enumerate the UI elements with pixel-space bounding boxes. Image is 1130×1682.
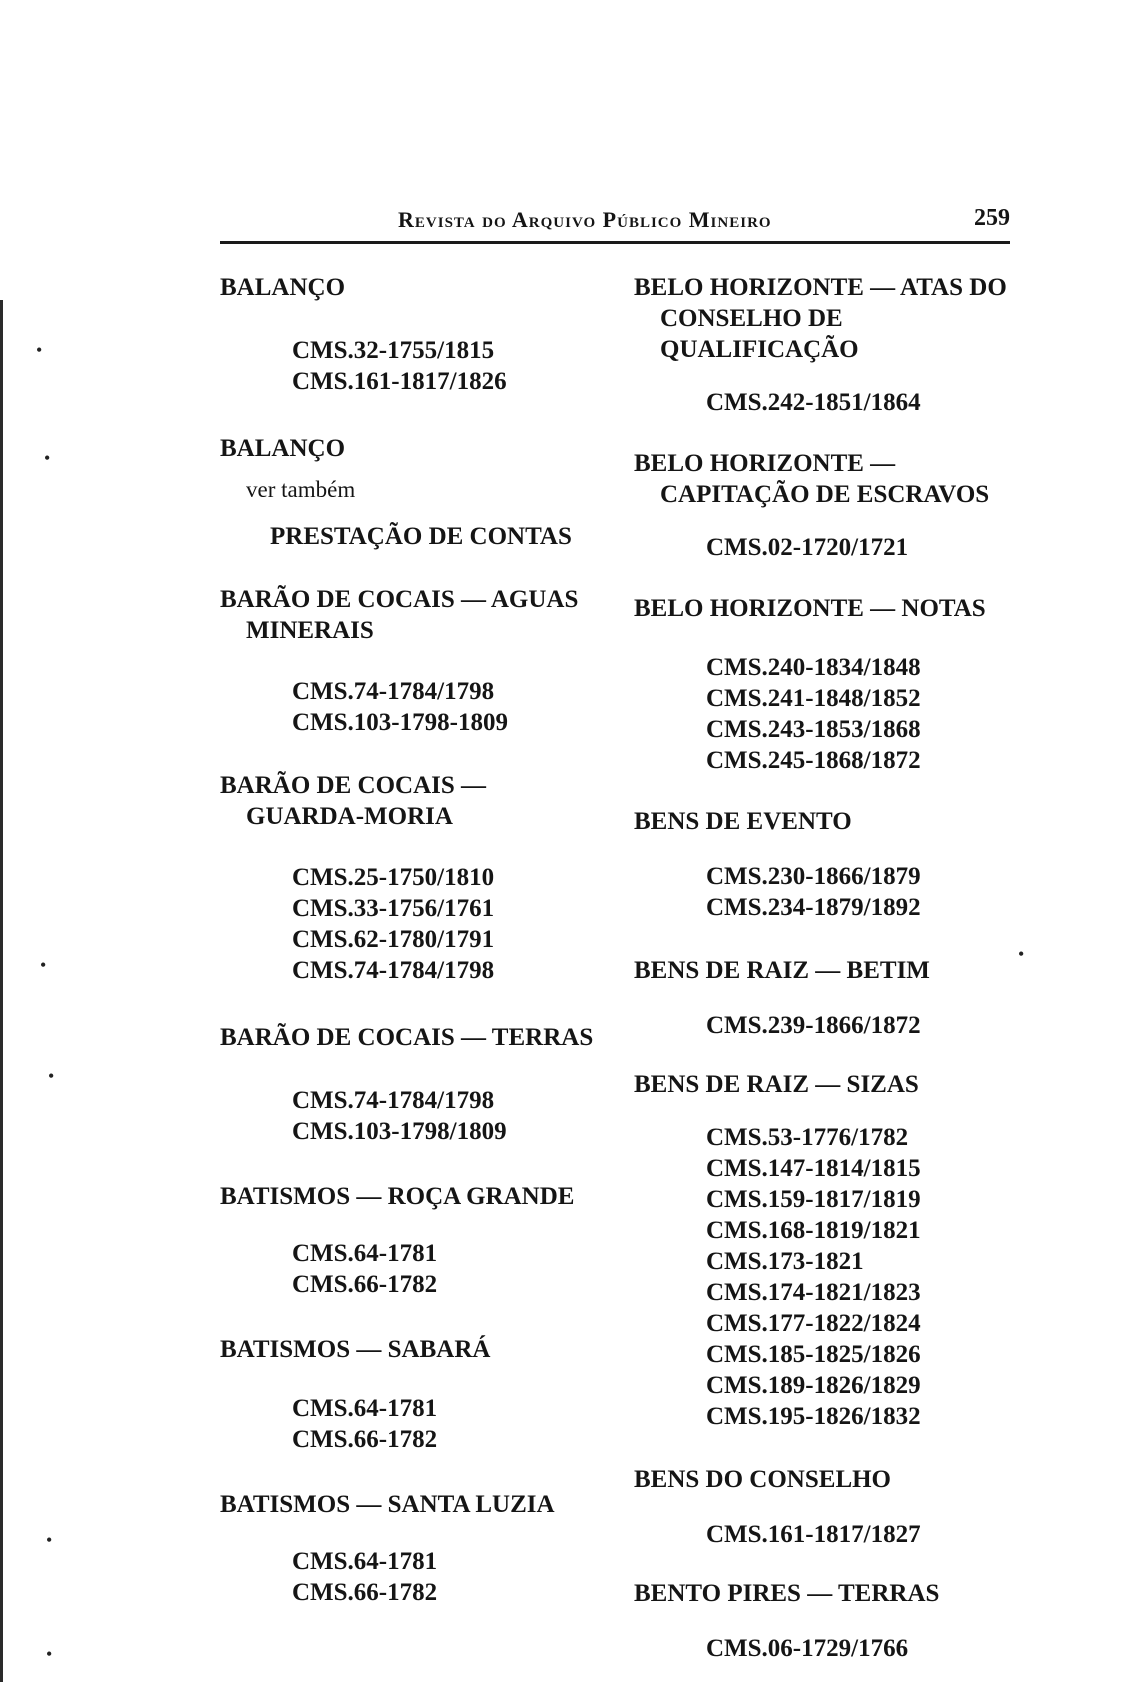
entry-heading: BATISMOS — SANTA LUZIA — [220, 1491, 555, 1518]
entry-heading: BARÃO DE COCAIS — TERRAS — [220, 1024, 594, 1051]
code-item: CMS.103-1798/1809 — [292, 1118, 507, 1145]
see-also-label: ver também — [246, 477, 356, 502]
code-item: CMS.230-1866/1879 — [706, 863, 921, 890]
see-also-target: PRESTAÇÃO DE CONTAS — [270, 523, 572, 550]
index-entry — [634, 593, 1024, 776]
code-item: CMS.239-1866/1872 — [706, 1012, 921, 1039]
code-item: CMS.161-1817/1827 — [706, 1521, 921, 1548]
index-entry — [220, 272, 600, 397]
margin-speck: • — [46, 1644, 53, 1664]
code-item: CMS.161-1817/1826 — [292, 368, 507, 395]
right-column — [634, 272, 1024, 1664]
index-entry — [634, 1464, 1024, 1550]
code-list — [220, 676, 600, 738]
code-item: CMS.62-1780/1791 — [292, 926, 495, 953]
code-item: CMS.33-1756/1761 — [292, 895, 495, 922]
code-list — [634, 387, 1024, 418]
code-list — [634, 652, 1024, 776]
code-list — [634, 1633, 1024, 1664]
entry-heading: BENS DE EVENTO — [634, 808, 852, 835]
code-item: CMS.234-1879/1892 — [706, 894, 921, 921]
code-list — [220, 335, 600, 397]
code-item: CMS.25-1750/1810 — [292, 864, 495, 891]
entry-heading: BALANÇO — [220, 435, 346, 462]
index-entry — [634, 1578, 1024, 1664]
code-list — [220, 862, 600, 986]
margin-speck: • — [36, 340, 43, 360]
code-item: CMS.66-1782 — [292, 1271, 438, 1298]
code-item: CMS.66-1782 — [292, 1579, 438, 1606]
scan-edge-line — [0, 300, 3, 1682]
code-list — [220, 1546, 600, 1608]
code-item: CMS.189-1826/1829 — [706, 1372, 921, 1399]
index-entry — [220, 1022, 600, 1147]
entry-heading: BALANÇO — [220, 274, 346, 301]
code-item: CMS.245-1868/1872 — [706, 747, 921, 774]
code-item: CMS.241-1848/1852 — [706, 685, 921, 712]
code-item: CMS.185-1825/1826 — [706, 1341, 921, 1368]
index-entry — [634, 272, 1024, 418]
code-item: CMS.242-1851/1864 — [706, 389, 921, 416]
code-item: CMS.74-1784/1798 — [292, 1087, 495, 1114]
code-item: CMS.64-1781 — [292, 1548, 438, 1575]
code-item: CMS.240-1834/1848 — [706, 654, 921, 681]
code-item: CMS.159-1817/1819 — [706, 1186, 921, 1213]
entry-heading: BENS DO CONSELHO — [634, 1466, 892, 1493]
code-item: CMS.74-1784/1798 — [292, 957, 495, 984]
code-list — [634, 1519, 1024, 1550]
margin-speck: • — [48, 1066, 55, 1086]
entry-heading: BENS DE RAIZ — BETIM — [634, 957, 930, 984]
margin-speck: • — [44, 448, 51, 468]
index-entry — [634, 448, 1024, 563]
margin-speck: • — [46, 1530, 53, 1550]
code-item: CMS.243-1853/1868 — [706, 716, 921, 743]
code-item: CMS.147-1814/1815 — [706, 1155, 921, 1182]
entry-heading: BATISMOS — SABARÁ — [220, 1336, 491, 1363]
entry-heading: BELO HORIZONTE — ATAS DO CONSELHO DE QUALIFICAÇÃO — [634, 274, 1007, 363]
code-list — [634, 1122, 1024, 1432]
entry-heading: BENS DE RAIZ — SIZAS — [634, 1071, 919, 1098]
page-number: 259 — [974, 205, 1010, 231]
index-entry — [634, 1069, 1024, 1432]
entry-heading: BARÃO DE COCAIS — GUARDA-MORIA — [220, 772, 487, 830]
index-entry — [220, 433, 600, 552]
index-entry — [220, 584, 600, 738]
code-item: CMS.53-1776/1782 — [706, 1124, 909, 1151]
left-column — [220, 272, 600, 1608]
running-title: Revista do Arquivo Público Mineiro — [398, 207, 772, 232]
code-item: CMS.177-1822/1824 — [706, 1310, 921, 1337]
code-list — [220, 1085, 600, 1147]
index-entry — [220, 1334, 600, 1455]
index-entry — [634, 955, 1024, 1041]
code-item: CMS.64-1781 — [292, 1395, 438, 1422]
index-entry — [220, 1181, 600, 1300]
code-list — [634, 861, 1024, 923]
code-item: CMS.168-1819/1821 — [706, 1217, 921, 1244]
entry-heading: BATISMOS — ROÇA GRANDE — [220, 1183, 575, 1210]
code-item: CMS.32-1755/1815 — [292, 337, 495, 364]
index-entry — [634, 806, 1024, 923]
code-item: CMS.64-1781 — [292, 1240, 438, 1267]
index-entry — [220, 1489, 600, 1608]
code-item: CMS.66-1782 — [292, 1426, 438, 1453]
margin-speck: • — [40, 955, 47, 975]
entry-heading: BELO HORIZONTE — NOTAS — [634, 595, 986, 622]
code-item: CMS.103-1798-1809 — [292, 709, 508, 736]
margin-speck: • — [1018, 944, 1025, 964]
code-list — [634, 532, 1024, 563]
code-item: CMS.195-1826/1832 — [706, 1403, 921, 1430]
code-item: CMS.174-1821/1823 — [706, 1279, 921, 1306]
code-item: CMS.02-1720/1721 — [706, 534, 909, 561]
index-entry — [220, 770, 600, 986]
entry-heading: BARÃO DE COCAIS — AGUAS MINERAIS — [220, 586, 579, 644]
page-header — [220, 205, 1010, 244]
code-list — [634, 1010, 1024, 1041]
entry-heading: BELO HORIZONTE — CAPITAÇÃO DE ESCRAVOS — [634, 450, 990, 508]
entry-heading: BENTO PIRES — TERRAS — [634, 1580, 940, 1607]
code-item: CMS.74-1784/1798 — [292, 678, 495, 705]
code-list — [220, 1238, 600, 1300]
code-item: CMS.173-1821 — [706, 1248, 864, 1275]
code-item: CMS.06-1729/1766 — [706, 1635, 909, 1662]
code-list — [220, 1393, 600, 1455]
